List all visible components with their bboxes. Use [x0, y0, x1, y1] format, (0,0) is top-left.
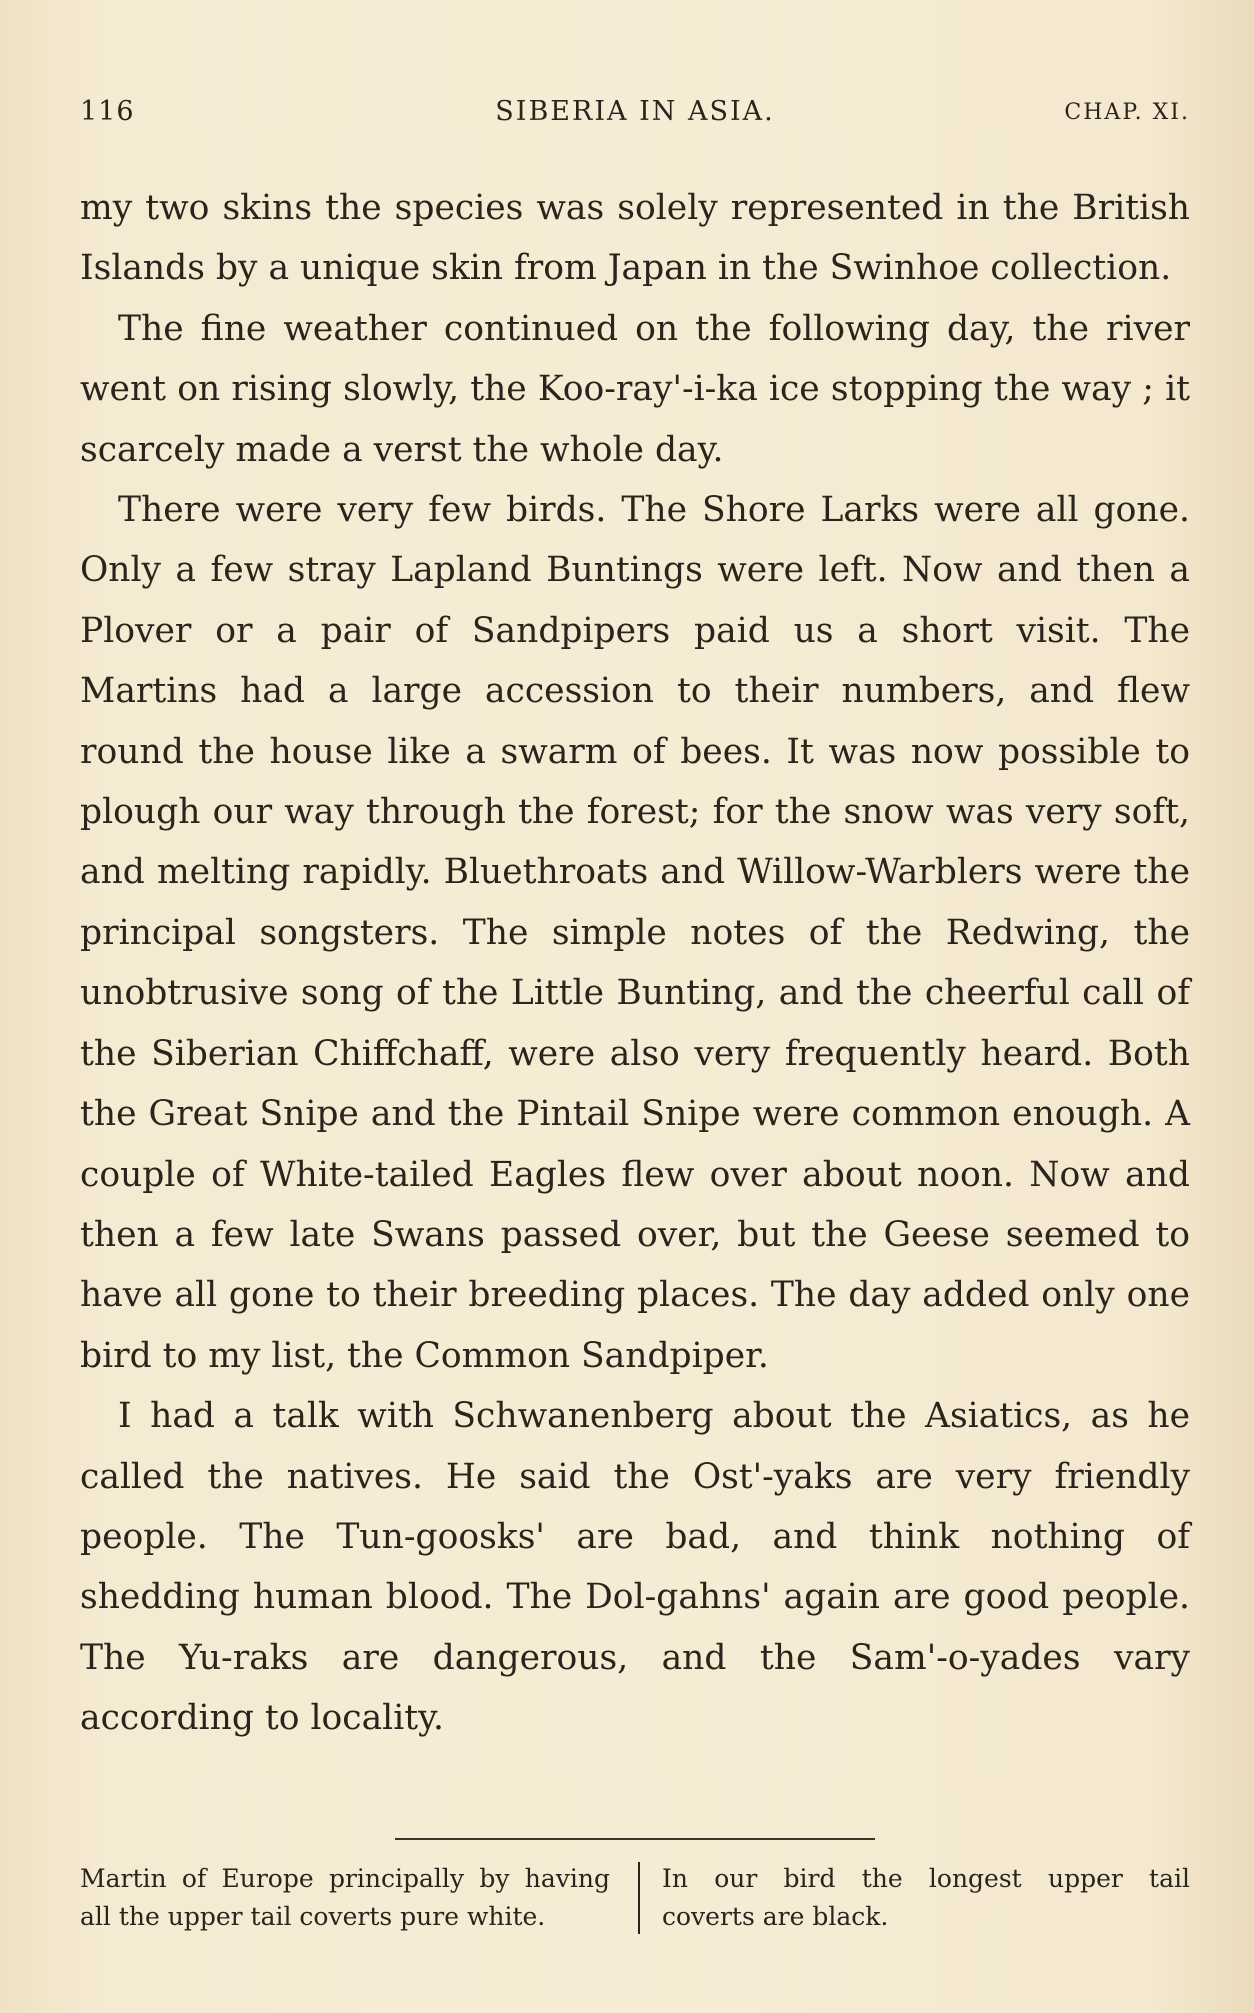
paragraph-asiatics: I had a talk with Schwanenberg about the Asiatics, as he called the natives. He said the Ost'-yaks are very friendly people. The Tun-goosks' are bad, and think nothing of shedding human blood. The Dol-gahns' again are good people. The Yu-raks are dangerous, and the Sam'-o-yades vary according to locality.	[80, 1396, 1190, 1739]
footnotes	[80, 1860, 1190, 1940]
footnote-left-line-1: Martin of Europe principally by having	[80, 1864, 610, 1893]
paragraph-continued: my two skins the species was solely represented in the British Islands by a unique skin from Japan in the Swinhoe collection.	[80, 188, 1190, 289]
chapter-label: CHAP. XI.	[1064, 100, 1190, 125]
footnote-column-divider	[638, 1862, 640, 1934]
footnote-left-column	[80, 1860, 610, 1936]
running-head	[80, 96, 1190, 136]
main-text	[80, 178, 1190, 1749]
footnote-rule	[395, 1838, 875, 1840]
page-number: 116	[80, 96, 135, 127]
footnote-right-line-1: In our bird the longest upper tail	[662, 1864, 1190, 1893]
paragraph-birds: There were very few birds. The Shore Larks were all gone. Only a few stray Lapland Buntings were left. Now and then a Plover or a pair of Sandpipers paid us a short visit. The Martins had a large accession to their numbers, and flew round the house like a swarm of bees. It was now possible to plough our way through the forest; for the snow was very soft, and melting rapidly. Bluethroats and Willow-Warblers were the principal songsters. The simple notes of the Redwing, the unobtrusive song of the Little Bunting, and the cheerful call of the Siberian Chiffchaff, were also very frequently heard. Both the Great Snipe and the Pintail Snipe were common enough. A couple of White-tailed Eagles flew over about noon. Now and then a few late Swans passed over, but the Geese seemed to have all gone to their breeding places. The day added only one bird to my list, the Common Sandpiper.	[80, 490, 1190, 1376]
running-title: SIBERIA IN ASIA.	[495, 96, 775, 127]
footnote-left-line-2: all the upper tail coverts pure white.	[80, 1902, 546, 1931]
paragraph-weather: The fine weather continued on the following day, the river went on rising slowly, the Koo-ray'-i-ka ice stopping the way ; it scarcely made a verst the whole day.	[80, 308, 1190, 470]
footnote-right-column	[662, 1860, 1190, 1936]
footnote-right-line-2: coverts are black.	[662, 1902, 889, 1931]
